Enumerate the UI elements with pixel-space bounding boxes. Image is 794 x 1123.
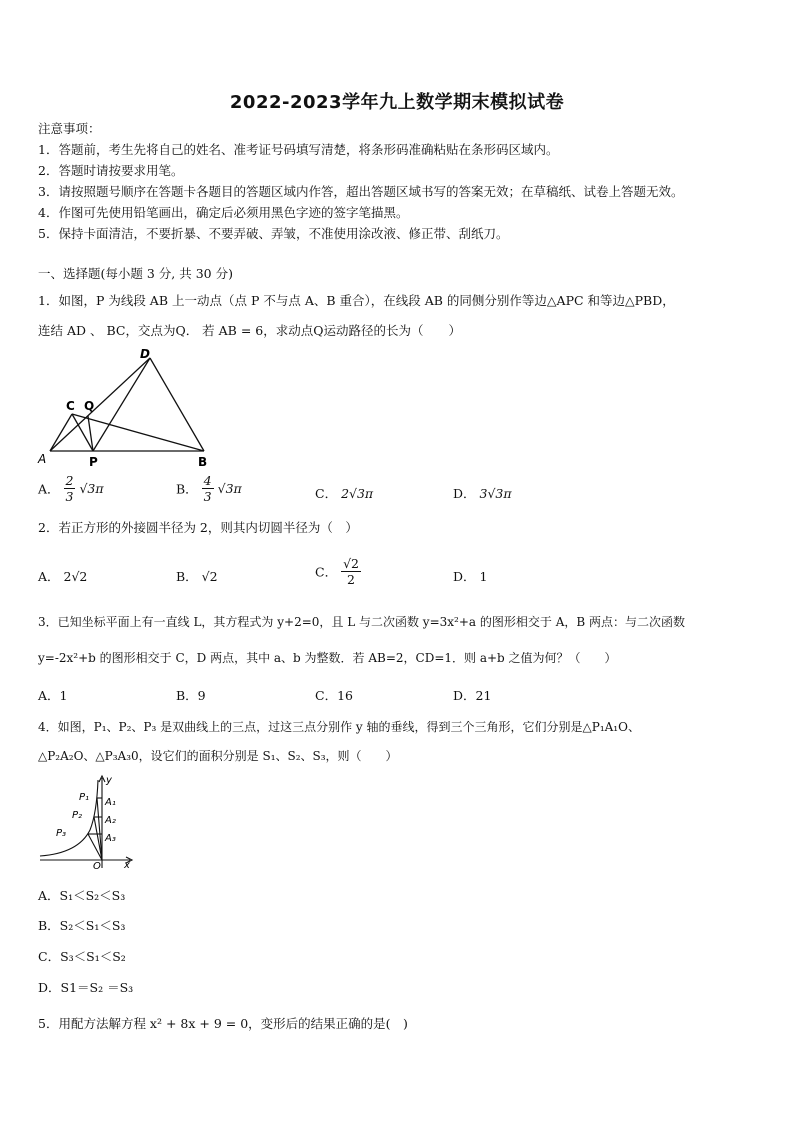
q1-label-c: C (66, 399, 75, 413)
q3-text-line1: 3．已知坐标平面上有一直线 L，其方程式为 y+2=0，且 L 与二次函数 y=3x²+a 的图形相交于 A，B 两点：与二次函数 (38, 615, 685, 629)
q4-hyperbola-figure (38, 772, 138, 870)
q3-option-a[interactable]: A．1 (38, 688, 68, 703)
q5-text: 5．用配方法解方程 x² + 8x + 9 = 0，变形后的结果正确的是( ) (38, 1016, 408, 1031)
q4-label-y: y (106, 775, 112, 786)
q4-option-a[interactable]: A．S₁＜S₂＜S₃ (38, 888, 126, 903)
q2-option-a[interactable] (38, 567, 87, 585)
notice-item-4: 4．作图可先使用铅笔画出，确定后必须用黑色字迹的签字笔描黑。 (38, 205, 409, 220)
q4-option-d[interactable]: D．S1＝S₂ ＝S₃ (38, 980, 134, 995)
q3-text-line2: y=-2x²+b 的图形相交于 C，D 两点，其中 a、b 为整数．若 AB=2，CD=1．则 a+b 之值为何？（ ） (38, 651, 617, 665)
q1-label-a: A (38, 452, 47, 466)
q1-option-d-label: D． (453, 486, 476, 501)
q1-triangle-figure (36, 344, 216, 468)
q2-option-d[interactable] (453, 567, 487, 585)
q2-option-c-fraction (341, 556, 361, 587)
q1-option-c-text: 2√3π (341, 486, 374, 501)
q3-option-d[interactable]: D．21 (453, 688, 492, 703)
q2-option-c-den: 2 (347, 572, 355, 587)
q2-option-b-label: B． (176, 569, 198, 584)
q1-label-p: P (89, 455, 98, 468)
q2-option-d-text: 1 (479, 569, 488, 584)
notice-item-3: 3．请按照题号顺序在答题卡各题目的答题区域内作答，超出答题区域书写的答案无效；在草稿纸、试卷上答题无效。 (38, 184, 684, 199)
q1-option-a-num: 2 (65, 473, 74, 488)
notice-heading: 注意事项： (38, 121, 101, 136)
q4-label-o: O (93, 861, 101, 870)
q2-text: 2．若正方形的外接圆半径为 2，则其内切圆半径为（ ） (38, 520, 358, 535)
q4-label-x: x (124, 860, 130, 870)
q1-text-line2: 连结 AD 、 BC，交点为Q． 若 AB = 6，求动点Q运动路径的长为（ ） (38, 323, 461, 338)
q1-label-q: Q (84, 399, 95, 413)
q1-option-b[interactable] (176, 473, 242, 504)
q4-label-a2: A₂ (105, 815, 116, 826)
q1-option-a-tail: √3π (79, 481, 104, 496)
q1-option-c-label: C． (315, 486, 338, 501)
q4-option-c[interactable]: C．S₃＜S₁＜S₂ (38, 949, 126, 964)
notice-item-1: 1．答题前，考生先将自己的姓名、准考证号码填写清楚，将条形码准确粘贴在条形码区域内。 (38, 142, 559, 157)
q2-option-b[interactable] (176, 567, 218, 585)
q1-label-b: B (198, 455, 208, 468)
q1-option-a-den: 3 (65, 489, 74, 504)
q2-option-a-text: 2√2 (63, 569, 88, 584)
q2-option-a-label: A． (38, 569, 60, 584)
q4-option-b[interactable]: B．S₂＜S₁＜S₃ (38, 918, 126, 933)
q4-label-p3: P₃ (56, 828, 67, 839)
q1-option-b-fraction (202, 473, 214, 504)
notice-item-5: 5．保持卡面清洁，不要折暴、不要弄破、弄皱，不准使用涂改液、修正带、刮纸刀。 (38, 226, 509, 241)
q1-option-b-tail: √3π (217, 481, 242, 496)
q4-text-line2: △P₂A₂O、△P₃A₃0，设它们的面积分别是 S₁、S₂、S₃，则（ ） (38, 749, 398, 763)
q2-option-d-label: D． (453, 569, 476, 584)
q2-option-b-text: √2 (201, 569, 218, 584)
q1-option-c[interactable] (315, 484, 373, 502)
q1-option-a-fraction (64, 473, 76, 504)
q1-option-a-label: A． (38, 481, 60, 497)
q4-label-p1: P₁ (79, 792, 90, 803)
q4-label-a3: A₃ (105, 833, 116, 844)
notice-item-2: 2．答题时请按要求用笔。 (38, 163, 184, 178)
q3-option-c[interactable]: C．16 (315, 688, 353, 703)
q2-option-c-label: C． (315, 564, 338, 580)
q4-label-p2: P₂ (72, 810, 83, 821)
q1-option-b-label: B． (176, 481, 198, 497)
q4-label-a1: A₁ (105, 797, 116, 808)
q1-option-b-den: 3 (203, 489, 212, 504)
q1-option-b-num: 4 (203, 473, 212, 488)
q1-option-d-text: 3√3π (479, 486, 512, 501)
q1-option-a[interactable] (38, 473, 104, 504)
q3-option-b[interactable]: B．9 (176, 688, 206, 703)
q2-option-c[interactable] (315, 556, 361, 587)
section-heading: 一、选择题(每小题 3 分, 共 30 分) (38, 266, 233, 281)
q1-option-d[interactable] (453, 484, 512, 502)
q4-text-line1: 4．如图，P₁、P₂、P₃ 是双曲线上的三点，过这三点分别作 y 轴的垂线，得到三个三角形，它们分别是△P₁A₁O、 (38, 720, 640, 734)
q1-text-line1: 1．如图，P 为线段 AB 上一动点（点 P 不与点 A、B 重合），在线段 AB 的同侧分别作等边△APC 和等边△PBD， (38, 293, 675, 308)
q1-label-d: D (140, 347, 150, 361)
page-title: 2022-2023学年九上数学期末模拟试卷 (229, 92, 565, 113)
q2-option-c-num: √2 (343, 556, 359, 571)
